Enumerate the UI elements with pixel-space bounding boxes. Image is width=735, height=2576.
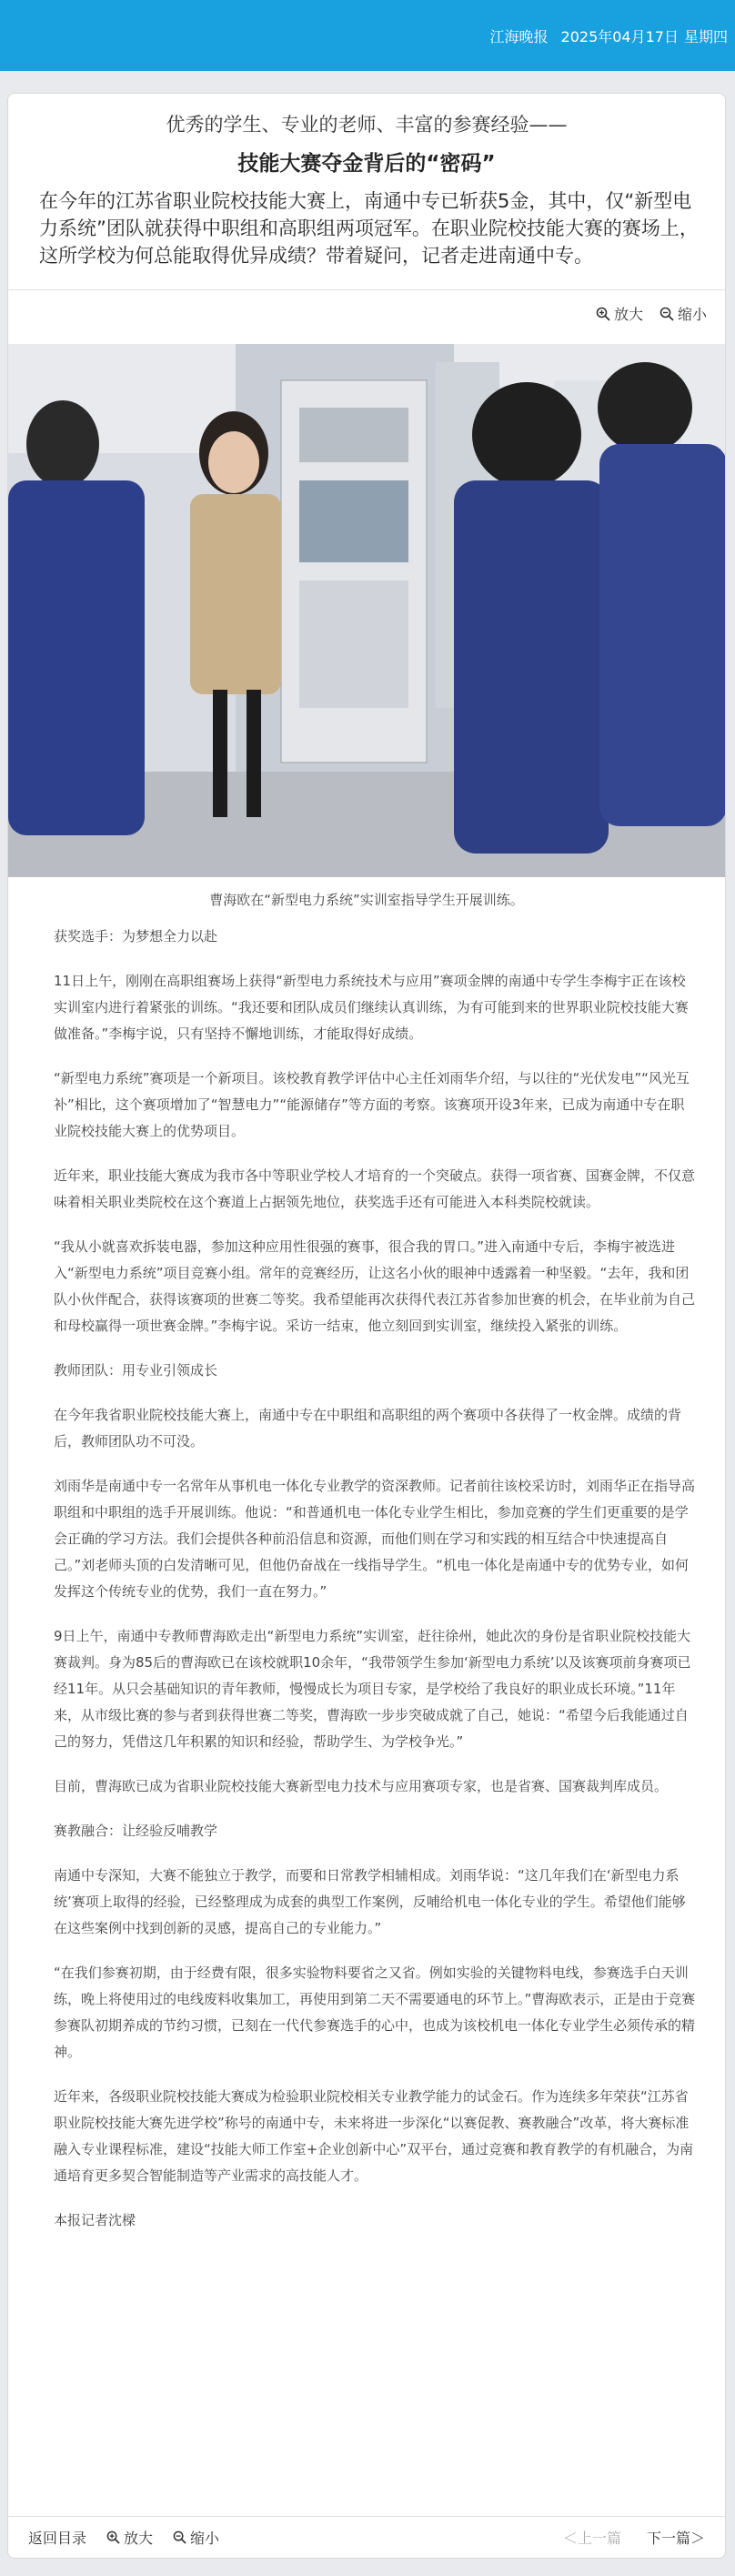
newspaper-name: 江海晚报 — [489, 27, 549, 45]
issue-weekday: 星期四 — [683, 27, 728, 45]
section-heading: 赛教融合：让经验反哺教学 — [54, 1823, 218, 1839]
paragraph: 近年来，各级职业院校技能大赛成为检验职业院校相关专业教学能力的试金石。作为连续多年荣获“江苏省职业院校技能大赛先进学校”称号的南通中专，未来将进一步深化“以赛促教、赛教融合”改革，将大赛标准融入专业课程标准，建设“技能大师工作室+企业创新中心”双平台，通过竞赛和教育教学的有机融合，为南通培育更多契合智能制造等产业需求的高技能人才。 — [54, 2088, 694, 2184]
zoom-out-label: 缩小 — [677, 306, 707, 323]
photo-caption: 曹海欧在“新型电力系统”实训室指导学生开展训练。 — [209, 892, 524, 908]
paragraph: “新型电力系统”赛项是一个新项目。该校教育教学评估中心主任刘雨华介绍，与以往的“光伏发电”“风光互补”相比，这个赛项增加了“智慧电力”“能源储存”等方面的考察。该赛项开设3年来，已成为南通中专在职业院校技能大赛上的优势项目。 — [54, 1070, 690, 1139]
issue-date: 2025年04月17日 — [560, 27, 679, 45]
footer-zoom-in-label: 放大 — [124, 2530, 154, 2547]
paragraph: 9日上午，南通中专教师曹海欧走出“新型电力系统”实训室，赶往徐州，她此次的身份是省职业院校技能大赛裁判。身为85后的曹海欧已在该校就职10余年，“我带领学生参加‘新型电力系统’以及该赛项前身赛项已经11年。从只会基础知识的青年教师，慢慢成长为项目专家，是学校给了我良好的职业成长环境。”11年来，从市级比赛的参与者到获得世赛二等奖，曹海欧一步步突破成就了自己，她说：“希望今后我能通过自己的努力，凭借这几年积累的知识和经验，帮助学生、为学校争光。” — [54, 1628, 691, 1750]
article-body — [8, 924, 725, 2234]
zoom-in-icon — [106, 2531, 120, 2544]
zoom-out-icon — [659, 307, 674, 321]
reporter-byline: 本报记者沈樑 — [54, 2212, 136, 2228]
zoom-out-icon — [173, 2531, 186, 2544]
prev-article-link[interactable]: ＜上一篇 — [562, 2530, 621, 2547]
zoom-in-label: 放大 — [613, 306, 643, 323]
article-lead: 在今年的江苏省职业院校技能大赛上，南通中专已斩获5金，其中，仅“新型电力系统”团队就获得中职组和高职组两项冠军。在职业院校技能大赛的赛场上，这所学校为何总能取得优异成绩？带着疑问，记者走进南通中专。 — [39, 190, 699, 267]
article-photo — [8, 344, 726, 877]
section-heading: 获奖选手：为梦想全力以赴 — [54, 928, 218, 945]
article-card — [7, 93, 726, 2559]
back-to-index-button[interactable] — [28, 2527, 86, 2548]
paragraph: 11日上午，刚刚在高职组赛场上获得“新型电力系统技术与应用”赛项金牌的南通中专学生李梅宇正在该校实训室内进行着紧张的训练。“我还要和团队成员们继续认真训练，为有可能到来的世界职业院校技能大赛做准备。”李梅宇说，只有坚持不懈地训练，才能取得好成绩。 — [54, 973, 689, 1042]
paragraph: 近年来，职业技能大赛成为我市各中等职业学校人才培育的一个突破点。获得一项省赛、国赛金牌，不仅意味着相关职业类院校在这个赛道上占据领先地位，获奖选手还有可能进入本科类院校就读。 — [54, 1167, 696, 1210]
back-label: 返回目录 — [28, 2530, 87, 2547]
paragraph: 目前，曹海欧已成为省职业院校技能大赛新型电力技术与应用赛项专家，也是省赛、国赛裁判库成员。 — [54, 1778, 669, 1794]
zoom-out-button[interactable] — [659, 303, 707, 324]
footer-zoom-out-label: 缩小 — [190, 2530, 220, 2547]
footer-zoom-out-button[interactable] — [173, 2527, 219, 2548]
paragraph: “在我们参赛初期，由于经费有限，很多实验物料要省之又省。例如实验的关键物料电线，参赛选手白天训练，晚上将使用过的电线废料收集加工，再使用到第二天不需要通电的环节上。”曹海欧表示，正是由于竞赛参赛队初期养成的节约习惯，已刻在一代代参赛选手的心中，也成为该校机电一体化专业学生必须传承的精神。 — [54, 1965, 696, 2060]
paragraph: “我从小就喜欢拆装电器，参加这种应用性很强的赛事，很合我的胃口。”进入南通中专后，李梅宇被选进入“新型电力系统”项目竞赛小组。常年的竞赛经历，让这名小伙的眼神中透露着一种坚毅。“去年，我和团队小伙伴配合，获得该赛项的世赛二等奖。我希望能再次获得代表江苏省参加世赛的机会，在毕业前为自己和母校赢得一项世赛金牌。”李梅宇说。采访一结束，他立刻回到实训室，继续投入紧张的训练。 — [54, 1238, 696, 1334]
zoom-in-button[interactable] — [596, 303, 643, 324]
paragraph: 南通中专深知，大赛不能独立于教学，而要和日常教学相辅相成。刘雨华说：“这几年我们在‘新型电力系统’赛项上取得的经验，已经整理成为成套的典型工作案例，反哺给机电一体化专业的学生。希望他们能够在这些案例中找到创新的灵感，提高自己的专业能力。” — [54, 1867, 686, 1936]
bottom-nav — [8, 2516, 725, 2558]
paragraph: 刘雨华是南通中专一名常年从事机电一体化专业教学的资深教师。记者前往该校采访时，刘雨华正在指导高职组和中职组的选手开展训练。他说：“和普通机电一体化专业学生相比，参加竞赛的学生们更重要的是学会正确的学习方法。我们会提供各种前沿信息和资源，而他们则在学习和实践的相互结合中快速提高自己。”刘老师头顶的白发清晰可见，但他仍奋战在一线指导学生。“机电一体化是南通中专的优势专业，如何发挥这个传统专业的优势，我们一直在努力。” — [54, 1478, 696, 1600]
next-article-link[interactable]: 下一篇＞ — [646, 2530, 705, 2547]
zoom-controls — [8, 290, 725, 324]
footer-zoom-in-button[interactable] — [106, 2527, 153, 2548]
header-bar — [0, 0, 735, 71]
zoom-in-icon — [596, 307, 610, 321]
section-heading: 教师团队：用专业引领成长 — [54, 1362, 218, 1379]
article-title: 技能大赛夺金背后的“密码” — [237, 152, 496, 176]
paragraph: 在今年我省职业院校技能大赛上，南通中专在中职组和高职组的两个赛项中各获得了一枚金牌。成绩的背后，教师团队功不可没。 — [54, 1407, 682, 1450]
article-pre-title: 优秀的学生、专业的老师、丰富的参赛经验—— — [166, 114, 568, 136]
